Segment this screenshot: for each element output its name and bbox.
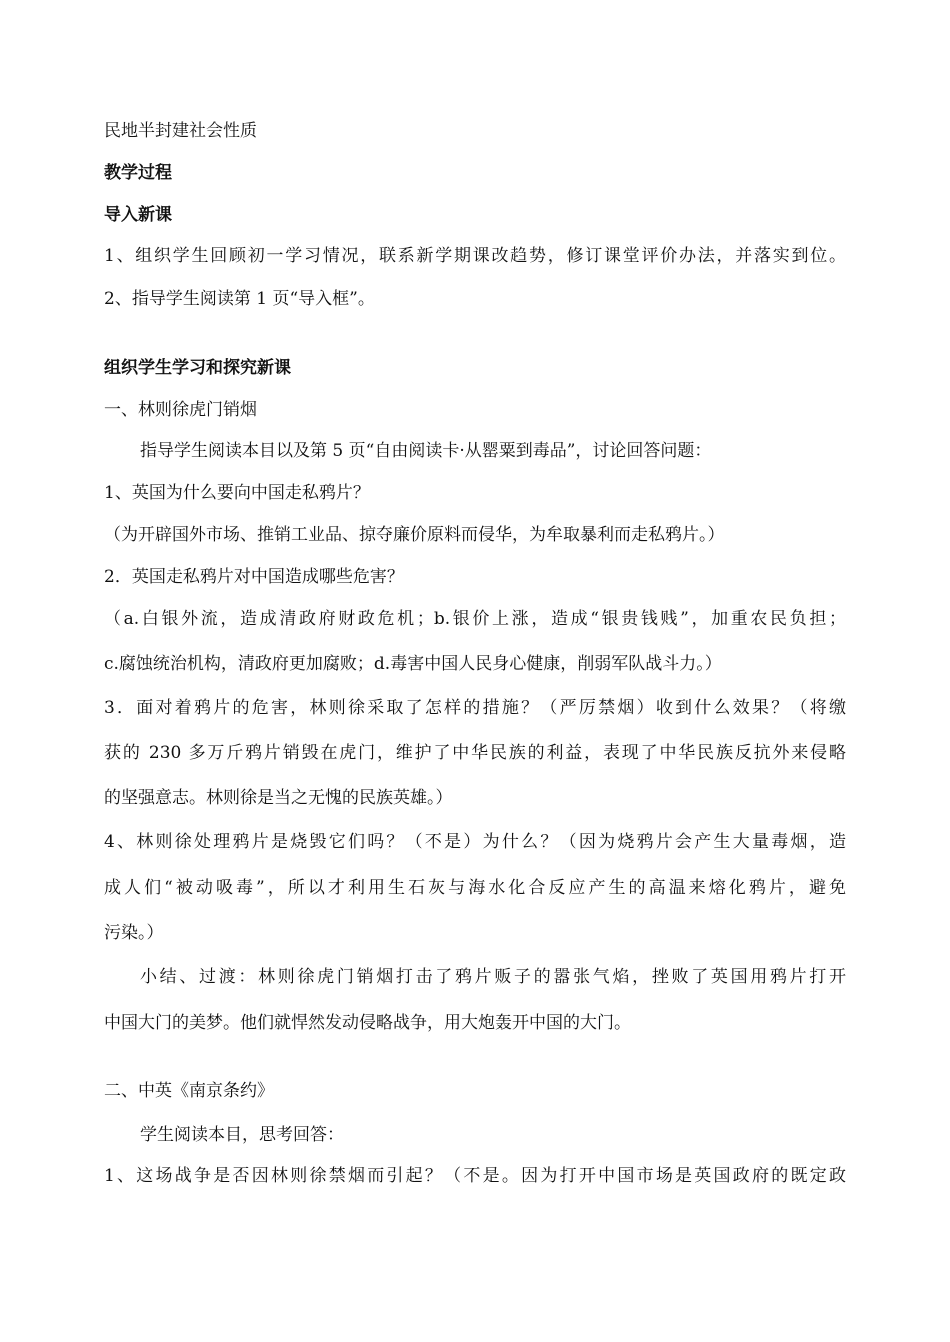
answer-line: 成人们“被动吸毒”，所以才利用生石灰与海水化合反应产生的高温来熔化鸦片，避免: [104, 878, 846, 898]
text-line: 小结、过渡：林则徐虎门销烟打击了鸦片贩子的嚣张气焰，挫败了英国用鸦片打开: [140, 967, 846, 987]
question-line: 2．英国走私鸦片对中国造成哪些危害？: [104, 567, 404, 587]
section-heading: 组织学生学习和探究新课: [104, 358, 291, 378]
text-line: 学生阅读本目，思考回答：: [140, 1125, 344, 1145]
answer-line: 污染。）: [104, 923, 164, 943]
text-line: 中国大门的美梦。他们就悍然发动侵略战争，用大炮轰开中国的大门。: [104, 1013, 631, 1033]
question-line: 3．面对着鸦片的危害，林则徐采取了怎样的措施？（严厉禁烟）收到什么效果？（将缴: [104, 698, 846, 718]
text-line: 指导学生阅读本目以及第 5 页“自由阅读卡·从罂粟到毒品”，讨论回答问题：: [140, 441, 712, 461]
text-line: 民地半封建社会性质: [104, 121, 257, 141]
answer-line: （a.白银外流，造成清政府财政危机；b.银价上涨，造成“银贵钱贱”，加重农民负担；: [104, 609, 846, 629]
answer-line: （为开辟国外市场、推销工业品、掠夺廉价原料而侵华，为牟取暴利而走私鸦片。）: [104, 525, 725, 545]
question-line: 1、这场战争是否因林则徐禁烟而引起？（不是。因为打开中国市场是英国政府的既定政: [104, 1166, 846, 1186]
section-heading: 教学过程: [104, 163, 172, 183]
question-line: 4、林则徐处理鸦片是烧毁它们吗？（不是）为什么？（因为烧鸦片会产生大量毒烟，造: [104, 832, 846, 852]
text-line: 1、组织学生回顾初一学习情况，联系新学期课改趋势，修订课堂评价办法，并落实到位。: [104, 246, 846, 266]
section-heading: 导入新课: [104, 205, 172, 225]
answer-line: 的坚强意志。林则徐是当之无愧的民族英雄。）: [104, 788, 453, 808]
answer-line: c.腐蚀统治机构，清政府更加腐败；d.毒害中国人民身心健康，削弱军队战斗力。）: [104, 654, 722, 674]
subsection-heading: 一、林则徐虎门销烟: [104, 400, 257, 420]
answer-line: 获的 230 多万斤鸦片销毁在虎门，维护了中华民族的利益，表现了中华民族反抗外来侵略: [104, 743, 846, 763]
subsection-heading: 二、中英《南京条约》: [104, 1081, 274, 1101]
text-line: 2、指导学生阅读第 1 页“导入框”。: [104, 289, 375, 309]
question-line: 1、英国为什么要向中国走私鸦片？: [104, 483, 370, 503]
